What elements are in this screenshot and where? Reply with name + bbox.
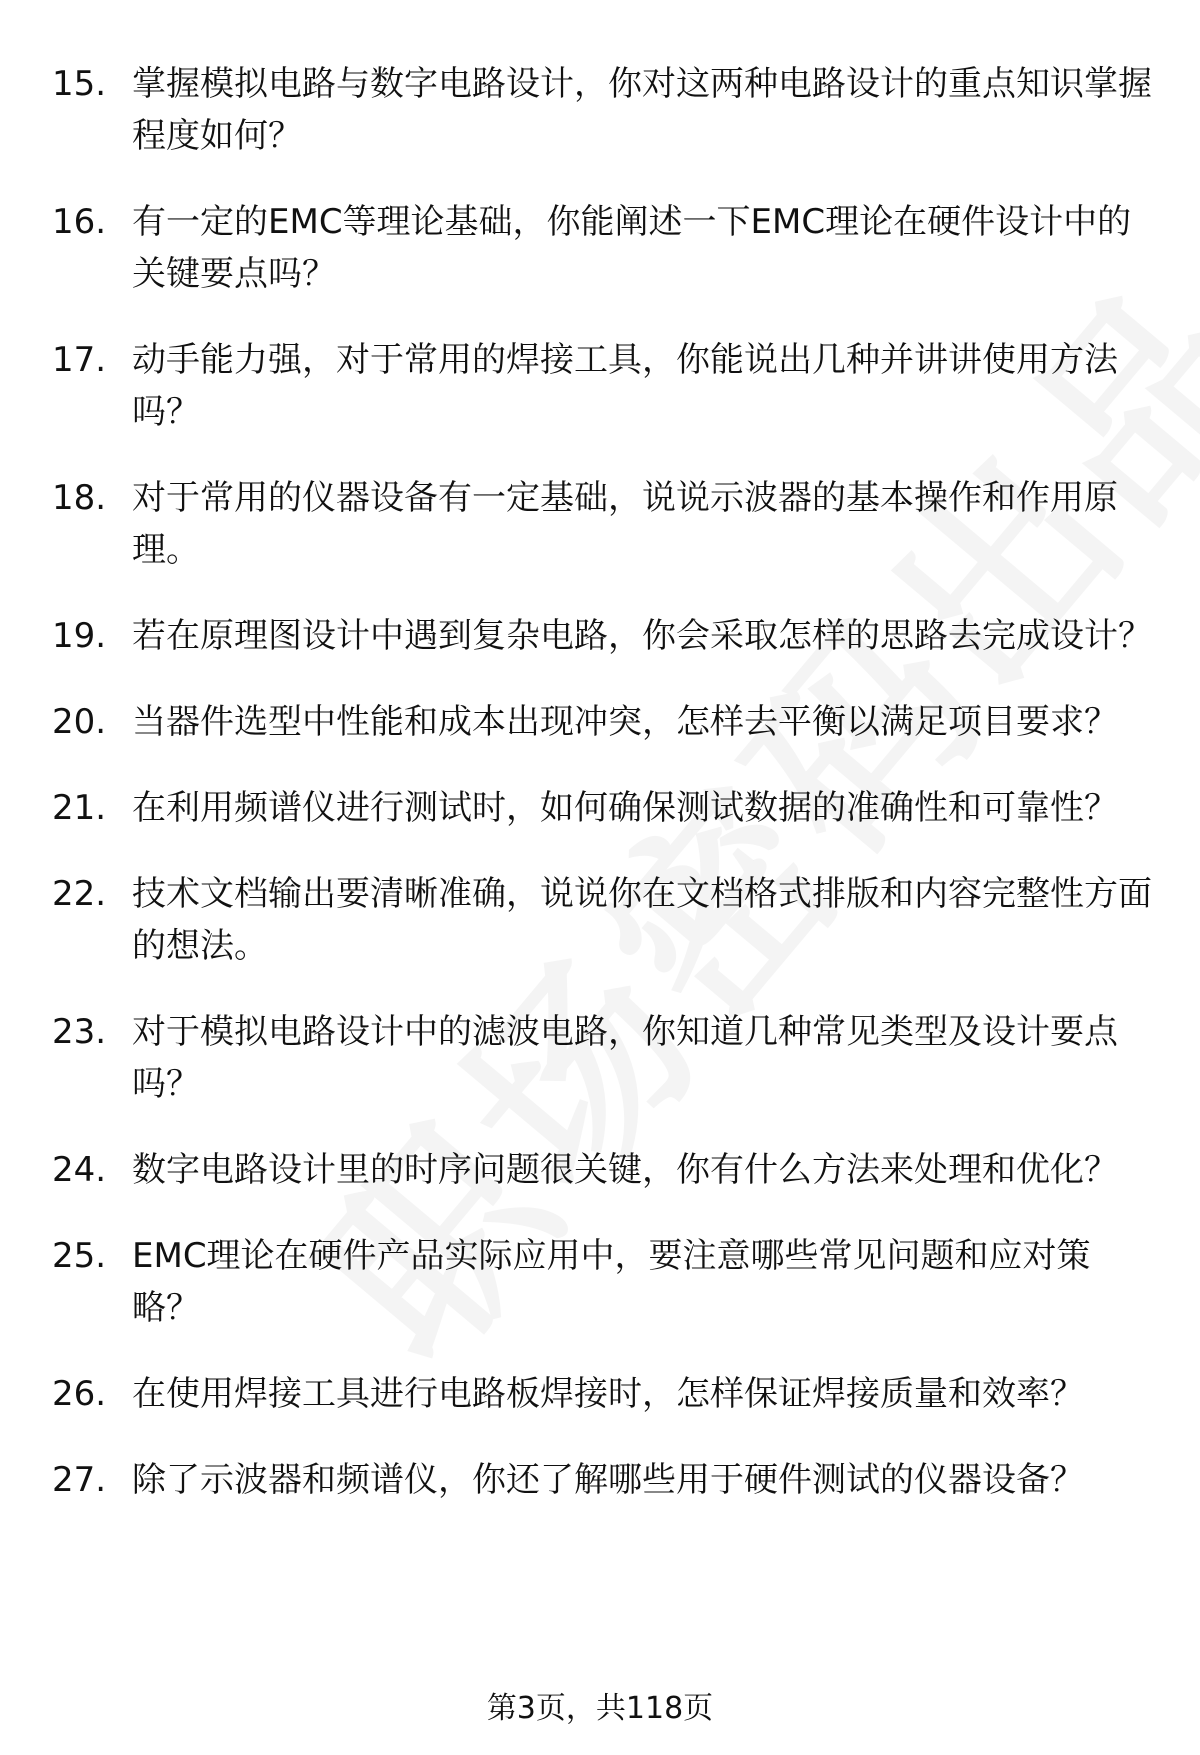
page-footer: 第3页，共118页 [486, 1691, 714, 1726]
question-text: 对于常用的仪器设备有一定基础，说说示波器的基本操作和作用原理。 [132, 478, 1118, 570]
question-text: 在利用频谱仪进行测试时，如何确保测试数据的准确性和可靠性？ [132, 788, 1118, 828]
question-number: 24. [52, 1150, 107, 1190]
question-number: 22. [52, 874, 107, 914]
question-item [0, 1230, 1200, 1334]
question-number: 19. [52, 616, 107, 656]
question-number: 15. [52, 64, 107, 104]
question-number: 26. [52, 1374, 107, 1414]
question-number: 17. [52, 340, 107, 380]
question-item [0, 334, 1200, 438]
question-item [0, 472, 1200, 576]
question-number: 20. [52, 702, 107, 742]
question-text: 在使用焊接工具进行电路板焊接时，怎样保证焊接质量和效率？ [132, 1374, 1084, 1414]
question-number: 27. [52, 1460, 107, 1500]
question-text: 有一定的EMC等理论基础，你能阐述一下EMC理论在硬件设计中的关键要点吗？ [132, 202, 1132, 294]
question-item [0, 782, 1200, 834]
question-number: 18. [52, 478, 107, 518]
question-text: 动手能力强，对于常用的焊接工具，你能说出几种并讲讲使用方法吗？ [132, 340, 1118, 432]
question-item [0, 1368, 1200, 1420]
question-list [0, 58, 1200, 1540]
question-number: 25. [52, 1236, 107, 1276]
question-number: 16. [52, 202, 107, 242]
question-text: 当器件选型中性能和成本出现冲突，怎样去平衡以满足项目要求？ [132, 702, 1118, 742]
question-item [0, 58, 1200, 162]
question-item [0, 1454, 1200, 1506]
question-text: 对于模拟电路设计中的滤波电路，你知道几种常见类型及设计要点吗？ [132, 1012, 1118, 1104]
question-text: 除了示波器和频谱仪，你还了解哪些用于硬件测试的仪器设备？ [132, 1460, 1084, 1500]
question-item [0, 1144, 1200, 1196]
question-item [0, 868, 1200, 972]
question-number: 23. [52, 1012, 107, 1052]
question-number: 21. [52, 788, 107, 828]
question-text: 技术文档输出要清晰准确，说说你在文档格式排版和内容完整性方面的想法。 [132, 874, 1152, 966]
question-text: 若在原理图设计中遇到复杂电路，你会采取怎样的思路去完成设计？ [132, 616, 1152, 656]
question-item [0, 696, 1200, 748]
question-item [0, 196, 1200, 300]
question-item [0, 610, 1200, 662]
question-text: EMC理论在硬件产品实际应用中，要注意哪些常见问题和应对策略？ [132, 1236, 1091, 1328]
question-text: 掌握模拟电路与数字电路设计，你对这两种电路设计的重点知识掌握程度如何？ [132, 64, 1152, 156]
question-item [0, 1006, 1200, 1110]
question-text: 数字电路设计里的时序问题很关键，你有什么方法来处理和优化？ [132, 1150, 1118, 1190]
